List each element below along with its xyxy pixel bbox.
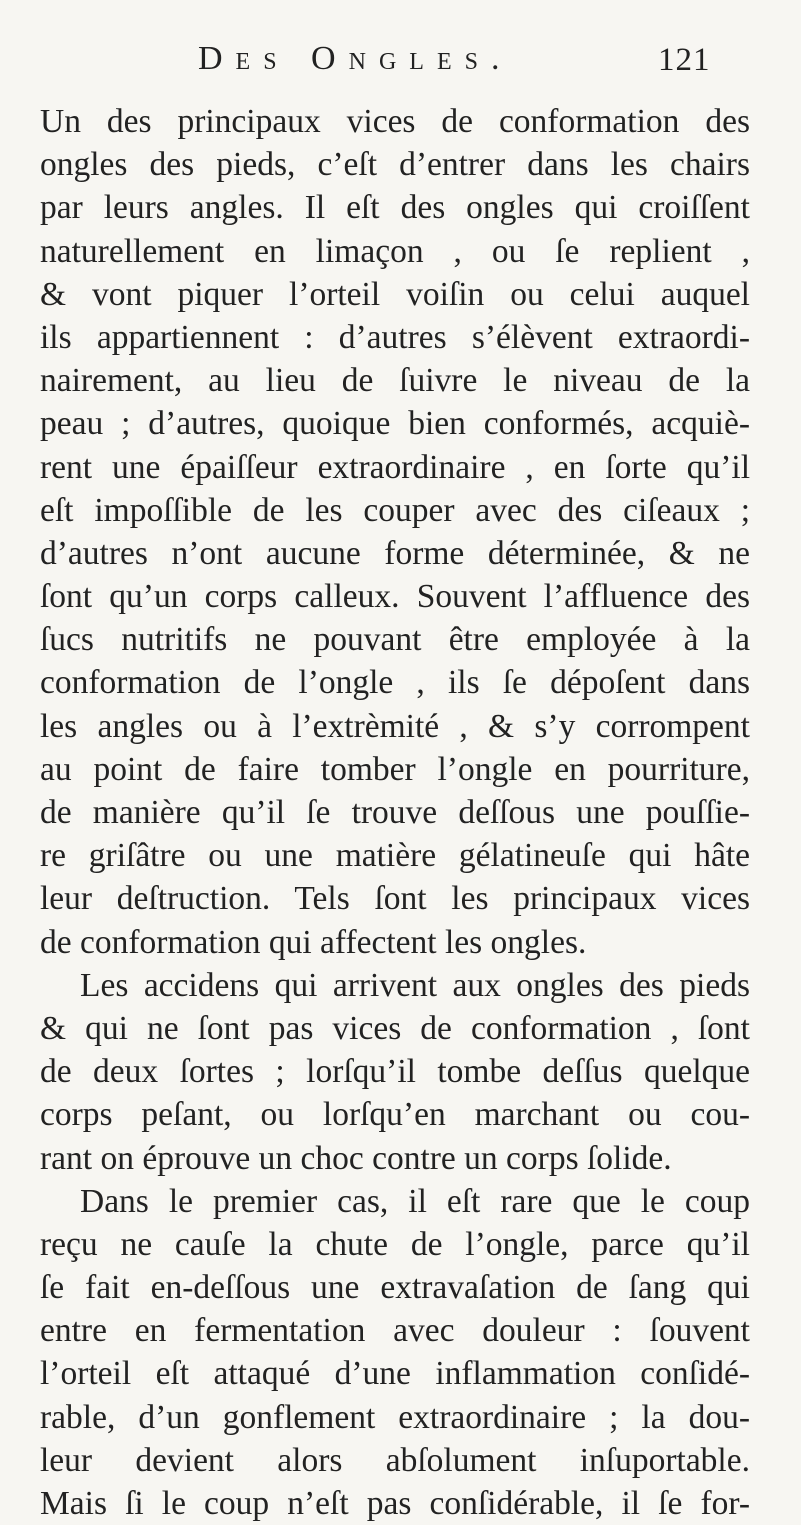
text-line: ongles des pieds, c’eſt d’entrer dans les chairs: [40, 146, 750, 184]
paragraph-start-line: Les accidens qui arrivent aux ongles des pieds: [80, 966, 750, 1004]
text-line: rable, d’un gonflement extraordinaire ; la dou-: [40, 1398, 750, 1436]
text-line: rent une épaiſſeur extraordinaire , en ſorte qu’il: [40, 448, 750, 486]
text-line: re griſâtre ou une matière gélatineuſe qui hâte: [40, 837, 750, 875]
text-line: par leurs angles. Il eſt des ongles qui croiſſent: [40, 189, 750, 227]
text-line: leur deſtruction. Tels ſont les principaux vices: [40, 880, 750, 918]
paragraph-start-line: Dans le premier cas, il eſt rare que le coup: [80, 1182, 750, 1220]
text-line: de deux ſortes ; lorſqu’il tombe deſſus quelque: [40, 1053, 750, 1091]
text-line: entre en fermentation avec douleur : ſouvent: [40, 1312, 750, 1350]
text-line: l’orteil eſt attaqué d’une inflammation conſidé-: [40, 1355, 750, 1393]
text-line: leur devient alors abſolument inſuportable.: [40, 1441, 750, 1479]
running-title: Des Ongles.: [198, 40, 513, 77]
body-text: [40, 100, 750, 1525]
text-line: Un des principaux vices de conformation des: [40, 103, 750, 140]
text-line: & qui ne ſont pas vices de conformation , ſont: [40, 1009, 750, 1047]
text-line: eſt impoſſible de les couper avec des ciſeaux ;: [40, 491, 750, 529]
paragraph-end-line: de conformation qui affectent les ongles.: [40, 923, 587, 961]
text-line: ils appartiennent : d’autres s’élèvent extraordi-: [40, 318, 750, 356]
text-line: conformation de l’ongle , ils ſe dépoſent dans: [40, 664, 750, 702]
page-number: 121: [658, 42, 711, 78]
text-line: ſont qu’un corps calleux. Souvent l’affluence des: [40, 578, 750, 616]
text-line: peau ; d’autres, quoique bien conformés, acquiè-: [40, 405, 750, 443]
text-line: au point de faire tomber l’ongle en pourriture,: [40, 750, 750, 788]
text-line: les angles ou à l’extrèmité , & s’y corrompent: [40, 707, 750, 745]
running-head: [0, 40, 801, 90]
text-line: reçu ne cauſe la chute de l’ongle, parce qu’il: [40, 1225, 750, 1263]
text-line: ſucs nutritifs ne pouvant être employée à la: [40, 621, 750, 659]
text-line: ſe fait en-deſſous une extravaſation de ſang qui: [40, 1269, 750, 1307]
text-line: & vont piquer l’orteil voiſin ou celui auquel: [40, 275, 750, 313]
text-line: nairement, au lieu de ſuivre le niveau de la: [40, 362, 750, 400]
text-line: Mais ſi le coup n’eſt pas conſidérable, il ſe for-: [40, 1485, 750, 1522]
text-line: corps peſant, ou lorſqu’en marchant ou cou-: [40, 1096, 750, 1134]
paragraph-end-line: rant on éprouve un choc contre un corps ſolide.: [40, 1139, 672, 1177]
text-line: naturellement en limaçon , ou ſe replient ,: [40, 232, 750, 270]
text-line: d’autres n’ont aucune forme déterminée, & ne: [40, 534, 750, 572]
text-line: de manière qu’il ſe trouve deſſous une pouſſie-: [40, 794, 750, 831]
